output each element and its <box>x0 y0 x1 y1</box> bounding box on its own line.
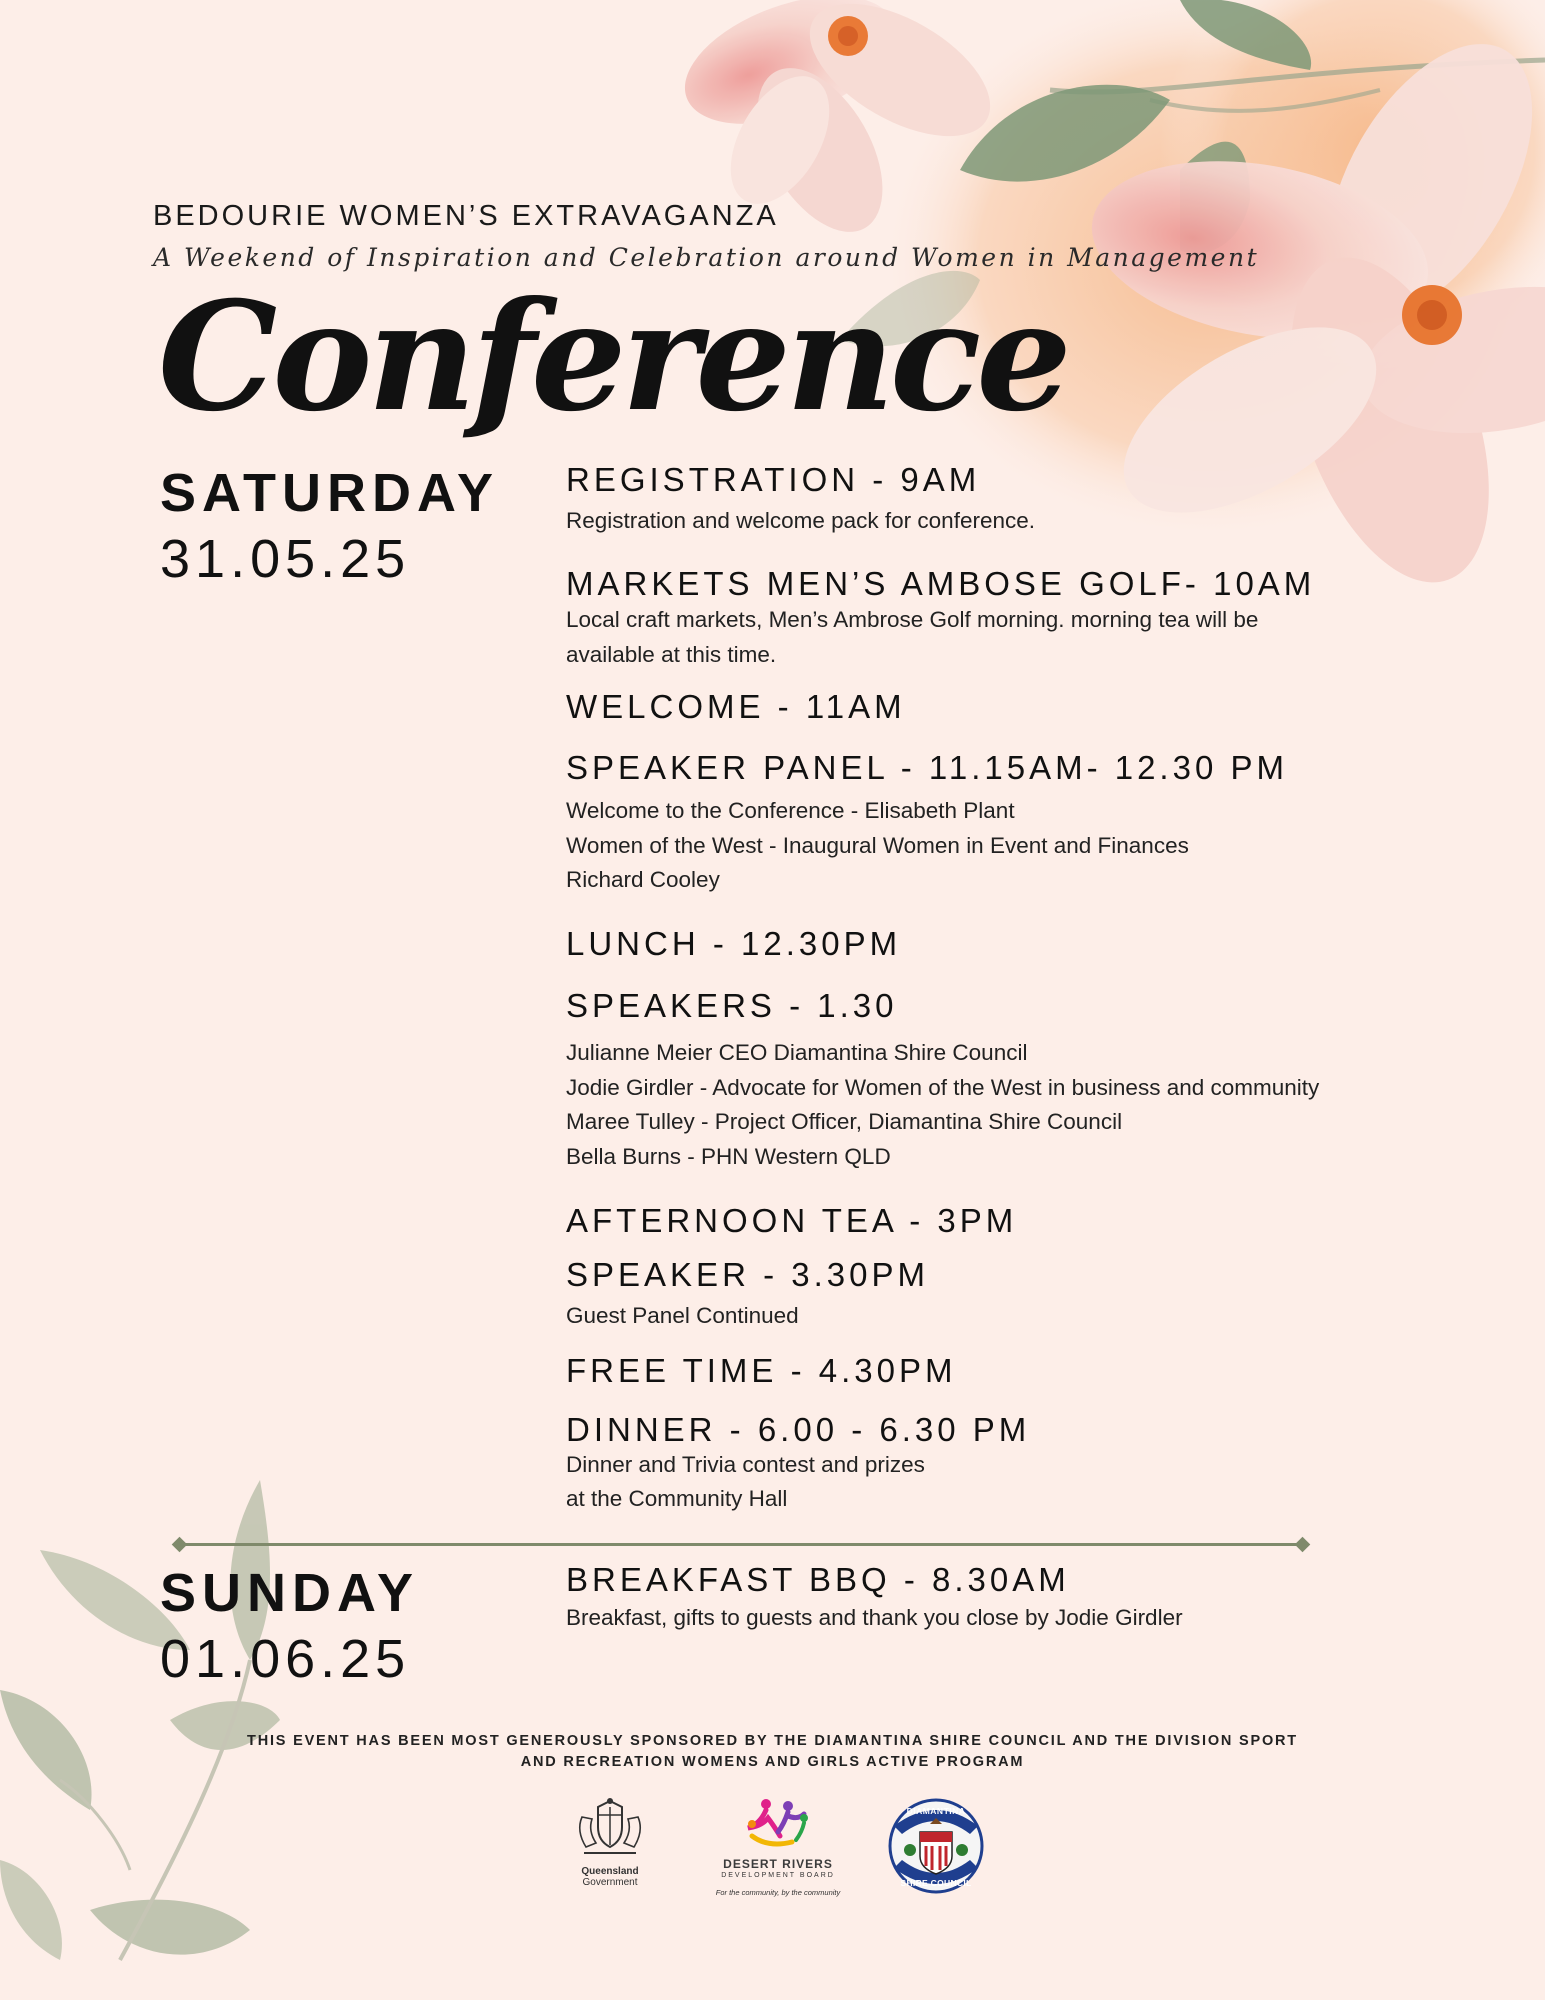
sponsor-statement <box>190 1731 1355 1773</box>
coat-of-arms-icon <box>570 1797 650 1861</box>
schedule-detail: Guest Panel Continued <box>566 1303 799 1328</box>
schedule-detail: Welcome to the Conference - Elisabeth Plant <box>566 798 1015 823</box>
event-title: BEDOURIE WOMEN’S EXTRAVAGANZA <box>153 200 779 232</box>
council-bottom-text: SHIRE COUNCIL <box>900 1878 972 1888</box>
schedule-detail: Registration and welcome pack for conference. <box>566 508 1035 533</box>
schedule-detail: Maree Tulley - Project Officer, Diamantina Shire Council <box>566 1109 1123 1134</box>
queensland-government-logo <box>570 1797 650 1888</box>
council-top-text: DIAMANTINA <box>906 1806 966 1816</box>
saturday-day: SATURDAY <box>160 463 500 523</box>
schedule-heading: MARKETS MEN’S AMBOSE GOLF- 10AM <box>566 565 1316 602</box>
desert-rivers-name: DESERT RIVERS <box>723 1857 833 1871</box>
event-tagline: A Weekend of Inspiration and Celebration around Women in Management <box>153 243 1260 272</box>
schedule-heading: AFTERNOON TEA - 3PM <box>566 1202 1018 1239</box>
schedule-detail: Women of the West - Inaugural Women in Event and Finances <box>566 833 1189 858</box>
schedule-heading: SPEAKERS - 1.30 <box>566 987 898 1024</box>
desert-rivers-sub: DEVELOPMENT BOARD <box>721 1872 835 1879</box>
schedule-detail: Jodie Girdler - Advocate for Women of the West in business and community <box>566 1075 1320 1100</box>
sponsor-line: THIS EVENT HAS BEEN MOST GENEROUSLY SPONSORED BY THE DIAMANTINA SHIRE COUNCIL AND THE DIVISION SPORT <box>247 1733 1298 1749</box>
sponsor-line: AND RECREATION WOMENS AND GIRLS ACTIVE PROGRAM <box>520 1754 1025 1770</box>
schedule-detail: available at this time. <box>566 642 777 667</box>
schedule-heading: REGISTRATION - 9AM <box>566 461 981 498</box>
qld-logo-line2: Government <box>582 1877 638 1888</box>
diamantina-shire-council-logo <box>886 1796 986 1896</box>
schedule-heading: LUNCH - 12.30PM <box>566 925 902 962</box>
dancing-figures-icon <box>708 1796 848 1854</box>
section-divider <box>178 1543 1302 1546</box>
saturday-date: 31.05.25 <box>160 529 411 589</box>
desert-rivers-motto: For the community, by the community <box>715 1888 841 1897</box>
schedule-detail: Dinner and Trivia contest and prizes <box>566 1452 925 1477</box>
sunday-day: SUNDAY <box>160 1563 420 1623</box>
schedule-detail: Breakfast, gifts to guests and thank you close by Jodie Girdler <box>566 1605 1183 1630</box>
schedule-detail: at the Community Hall <box>566 1486 788 1511</box>
schedule-detail: Local craft markets, Men’s Ambrose Golf morning. morning tea will be <box>566 607 1259 632</box>
schedule-heading: SPEAKER - 3.30PM <box>566 1256 929 1293</box>
schedule-heading: FREE TIME - 4.30PM <box>566 1352 957 1389</box>
schedule-heading: SPEAKER PANEL - 11.15AM- 12.30 PM <box>566 749 1288 786</box>
schedule-detail: Julianne Meier CEO Diamantina Shire Council <box>566 1040 1028 1065</box>
conference-title: Conference <box>158 269 1067 445</box>
schedule-heading: DINNER - 6.00 - 6.30 PM <box>566 1411 1031 1448</box>
desert-rivers-logo <box>708 1796 848 1898</box>
qld-logo-line1: Queensland <box>581 1866 639 1877</box>
schedule-heading: WELCOME - 11AM <box>566 688 906 725</box>
schedule-detail: Richard Cooley <box>566 867 720 892</box>
schedule-heading: BREAKFAST BBQ - 8.30AM <box>566 1561 1070 1598</box>
schedule-detail: Bella Burns - PHN Western QLD <box>566 1144 891 1169</box>
sunday-date: 01.06.25 <box>160 1629 411 1689</box>
